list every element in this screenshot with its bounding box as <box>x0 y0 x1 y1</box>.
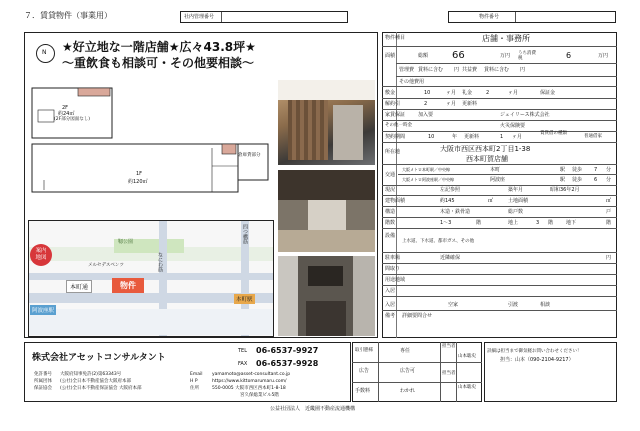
email-value[interactable]: yamamoto@asset-consultant.co.jp <box>212 372 291 377</box>
tax-label: うち消費税 <box>518 51 536 61</box>
line2-station: 阿波座 <box>490 177 506 183</box>
renew-fee-value: 1 <box>500 134 504 140</box>
room-2f-label: 2F <box>62 105 69 111</box>
note-label: 備考 <box>385 313 396 319</box>
map-yotsubashi-label: 四つ橋筋 <box>242 224 248 244</box>
line1-walk: 徒歩 <box>572 167 583 173</box>
room-2f-note: (2F部分図面なし) <box>54 117 90 122</box>
addr-label: 住所 <box>190 386 199 391</box>
parking-unit: 円 <box>606 255 612 261</box>
units-label: 総戸数 <box>508 209 524 215</box>
deal-person: 担当：山本（090-2104-9217） <box>500 357 574 363</box>
insurance-company: ジェイリース株式会社 <box>500 112 550 118</box>
parking-label: 駐車場 <box>385 255 401 261</box>
mgmt-value: 賃料に含む <box>418 67 444 73</box>
ad-subheadline: ～重飲食も相談可・その他要相談～ <box>62 56 255 70</box>
interior-photo-2 <box>278 170 375 252</box>
area-sub: 総額 <box>418 53 429 59</box>
guarantee-label: 保証金 <box>540 90 556 96</box>
mgmt-unit: 円 <box>454 67 460 73</box>
lease-kind-label: 賃貸借の種類 <box>540 131 567 136</box>
area-label: 面積 <box>385 53 396 59</box>
amort-value: 2 <box>424 101 428 107</box>
floor-under-unit: 階 <box>606 220 612 226</box>
address-sub: 西本町賀店舗 <box>466 155 508 163</box>
contract-value: 10 <box>428 134 435 140</box>
deal-note: 詳細は担当まで御気軽お問い合わせください！ <box>487 349 582 354</box>
area-unit: 万円 <box>500 53 511 59</box>
map-hommachi-station: 本町駅 <box>234 294 255 304</box>
deal-type-value: 専任 <box>400 348 411 354</box>
section-title: ７．賃貸物件（事業用） <box>24 11 112 20</box>
deal-fee-value: わかれ <box>400 388 416 394</box>
fax-number: 06-6537-9928 <box>256 359 319 368</box>
floor-plan <box>30 86 270 206</box>
property-no-box <box>448 11 616 23</box>
addr-value: 550-0005 大阪市西区西本町1-8-18 <box>212 386 286 391</box>
fax-label: FAX <box>238 361 248 367</box>
mgmt-label: 管理費 <box>399 67 415 73</box>
structure-label: 構造 <box>385 209 396 215</box>
line2-walk-label: 駅 <box>560 177 566 183</box>
guar-label: 保証協会 <box>34 386 52 391</box>
other-label: その他一時金 <box>385 123 412 128</box>
floor-ground: 地上 <box>508 220 519 226</box>
deposit-unit: ヶ月 <box>446 90 457 96</box>
tax-unit: 万円 <box>598 53 609 59</box>
hp-label: H P <box>190 379 198 384</box>
company-mgmt-no-box <box>180 11 348 23</box>
interior-photo-1 <box>278 80 375 165</box>
map-awaza-station: 阿波座駅 <box>30 305 56 315</box>
other-value: 火災保険要 <box>500 123 526 129</box>
compass-icon: N <box>36 44 55 63</box>
insurance-label: 家賃保証 <box>385 112 406 118</box>
tel-label: TEL <box>238 348 247 354</box>
land-unit: ㎡ <box>606 198 612 204</box>
floor-area-unit: ㎡ <box>488 198 494 204</box>
license-value: 大阪府知事免許(2)第63343号 <box>60 372 122 377</box>
amort-unit: ヶ月 <box>446 101 457 107</box>
renewal-label: 更新料 <box>462 101 478 107</box>
equip-value: 上水道、下水道、都市ガス、その他 <box>402 239 475 244</box>
amort-label: 解約引 <box>385 101 401 107</box>
insurance-value: 加入要 <box>418 112 434 118</box>
tel-number: 06-6537-9927 <box>256 346 319 355</box>
moveout-label: 現況 <box>385 187 396 193</box>
line1-name: 大阪メトロ本町駅／中央線 <box>402 167 450 172</box>
structure-value: 木造・鉄骨造 <box>440 209 471 215</box>
floor-area-label: 建物面積 <box>385 198 406 204</box>
line1-unit: 分 <box>606 167 612 173</box>
floor-unit: 階 <box>476 220 482 226</box>
floor-ground-unit: 階 <box>548 220 554 226</box>
room-2f-area: 約24㎡ <box>58 111 75 117</box>
contact2-label: 担当者 <box>442 371 456 376</box>
line1-walk-label: 駅 <box>560 167 566 173</box>
license-label: 免許番号 <box>34 372 52 377</box>
other-fee-label: その他費用 <box>399 79 425 85</box>
deal-ad-value: 広告可 <box>400 368 416 374</box>
move-label: 入居 <box>385 288 396 294</box>
property-no-label: 物件番号 <box>479 14 500 20</box>
map-property-marker: 物件 <box>112 278 144 293</box>
deal-fee-label: 手数料 <box>355 388 371 394</box>
address-label: 所在地 <box>385 149 401 155</box>
parking-value: 近隣確保 <box>440 255 461 261</box>
email-label: Email <box>190 372 203 377</box>
contract-label: 契約期間 <box>385 134 406 140</box>
guar-value: (公社)全日本不動産保証協会 大阪府本部 <box>60 386 142 391</box>
move-value: 空家 <box>448 302 459 308</box>
deposit-value: 10 <box>424 90 431 96</box>
common-value: 賃料に含む <box>484 67 510 73</box>
land-label: 土地面積 <box>508 198 529 204</box>
deal-type-label: 取引態様 <box>355 348 373 353</box>
ad-headline: ★好立地な一階店舗★広々43.8坪★ <box>62 40 256 54</box>
floor-area-value: 約145 <box>440 198 455 204</box>
floor-label: 階数 <box>385 220 396 226</box>
deal-ad-label: 広告 <box>359 368 370 374</box>
renew-fee-label: 更新料 <box>464 134 480 140</box>
company-mgmt-no-label: 社内管理番号 <box>184 14 215 20</box>
note-value: 詳細要問合せ <box>402 313 433 319</box>
built-label: 築年月 <box>508 187 524 193</box>
assoc-value: (公社)全日本不動産協会大阪府本部 <box>60 379 132 384</box>
line2-walk: 徒歩 <box>572 177 583 183</box>
line1-min: 7 <box>594 167 598 173</box>
map <box>28 220 274 337</box>
map-merusei-label: メルセデスベンツ <box>88 263 124 268</box>
type-value: 店舗・事務所 <box>482 34 530 43</box>
keymoney-value: 2 <box>486 90 490 96</box>
map-hommachi-dori: 本町通 <box>66 280 92 293</box>
room-storage-label: 倉庫貸部分 <box>238 153 261 158</box>
floor-value: 1～3 <box>440 220 452 226</box>
map-badge: 案内 地図 <box>30 244 52 266</box>
tax-value: 6 <box>566 51 572 60</box>
line2-min: 6 <box>594 177 598 183</box>
floor-ground-value: 3 <box>536 220 540 226</box>
deposit-label: 敷金 <box>385 90 396 96</box>
map-park-label: 靱公園 <box>118 239 134 245</box>
move-date-value: 相談 <box>540 302 551 308</box>
moveout-value: 左記参照 <box>440 187 461 193</box>
room-1f-area: 約120㎡ <box>128 179 148 185</box>
move-date-label: 引渡 <box>508 302 519 308</box>
room-1f-label: 1F <box>136 171 143 177</box>
common-label: 共益費 <box>462 67 478 73</box>
equip-label: 設備 <box>385 233 396 239</box>
contact2-value: 山本聡史 <box>458 385 476 390</box>
keymoney-label: 礼金 <box>462 90 473 96</box>
keymoney-unit: ヶ月 <box>508 90 519 96</box>
area-value: 66 <box>452 50 465 61</box>
exterior-photo <box>278 256 375 336</box>
common-unit: 円 <box>520 67 526 73</box>
map-naniwa-label: なにわ筋 <box>157 252 163 272</box>
footer-association: 公益社団法人 近畿圏不動産流通機構 <box>270 406 356 412</box>
assoc-label: 所属団体 <box>34 379 52 384</box>
built-value: 昭和36年2月 <box>550 187 580 193</box>
address-value: 大阪市西区西本町2丁目1-38 <box>440 145 531 153</box>
renew-fee-unit: ヶ月 <box>512 134 523 140</box>
contact1-value: 山本聡史 <box>458 354 476 359</box>
line2-unit: 分 <box>606 177 612 183</box>
addr-value2: 宮久保総業ビル5階 <box>240 393 279 398</box>
contact1-label: 担当者 <box>442 344 456 349</box>
line2-name: 大阪メトロ阿波座駅／中央線 <box>402 177 454 182</box>
company-name: 株式会社アセットコンサルタント <box>32 353 166 363</box>
contract-unit: 年 <box>452 134 458 140</box>
line1-station: 本町 <box>490 167 501 173</box>
type-label: 物件種目 <box>385 35 406 41</box>
move-in-label: 入居 <box>385 302 396 308</box>
lease-kind-value: 普通借家 <box>584 134 602 139</box>
floor-under: 地下 <box>566 220 577 226</box>
reform-label: 間取り <box>385 266 401 272</box>
hp-value[interactable]: https://www.kittomarumaru.com/ <box>212 379 287 384</box>
use-label: 用途地域 <box>385 277 406 283</box>
traffic-label: 交通 <box>385 172 396 178</box>
units-unit: 戸 <box>606 209 612 215</box>
